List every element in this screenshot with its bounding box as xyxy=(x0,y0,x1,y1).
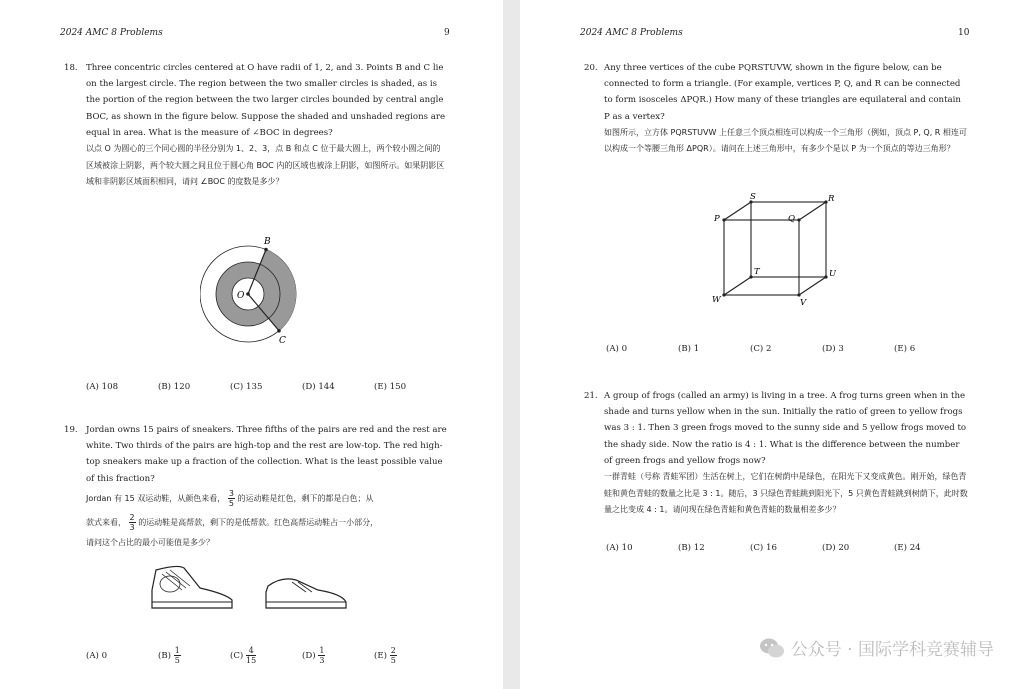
problem-19-chinese-line-2 xyxy=(86,511,448,535)
choice-b[interactable] xyxy=(158,646,230,665)
page-number: 10 xyxy=(958,28,970,38)
page-header: 2024 AMC 8 Problems xyxy=(580,28,683,38)
frac-denominator: 5 xyxy=(174,656,180,665)
cn-19-part-a: Jordan 有 15 双运动鞋，从颜色来看， xyxy=(86,493,226,503)
page-header: 2024 AMC 8 Problems xyxy=(60,28,163,38)
choice-c[interactable]: (C) 16 xyxy=(750,543,777,553)
cn-19-part-c: 款式来看， xyxy=(86,517,126,527)
problem-number-18: 18. xyxy=(64,63,78,73)
choice-a[interactable]: (A) 10 xyxy=(606,543,633,553)
problem-number-19: 19. xyxy=(64,425,78,435)
left-page xyxy=(0,0,503,689)
frac-denominator: 15 xyxy=(246,656,257,665)
fraction-c xyxy=(246,646,256,665)
cn-19-part-d: 的运动鞋是高帮款，剩下的是低帮款。红色高帮运动鞋占一小部分， xyxy=(138,517,379,527)
fraction-d xyxy=(318,646,325,665)
problem-19 xyxy=(86,422,448,551)
problem-21-english: A group of frogs (called an army) is living in a tree. A frog turns green when in the shade and turns yellow when in the sun. Initially the ratio of green to yellow frogs was 3 : 1. Then 3 green frogs moved to the sunny side and 5 yellow frogs moved to the shady side. Now the ratio is 4 : 1. What is the difference between the number of green frogs and yellow frogs now? xyxy=(604,391,967,466)
problem-18 xyxy=(86,60,448,191)
choice-d[interactable]: (D) 20 xyxy=(822,543,850,553)
cn-19-part-b: 的运动鞋是红色，剩下的都是白色；从 xyxy=(237,493,374,503)
label-s: S xyxy=(750,192,756,202)
frac-denominator: 3 xyxy=(319,656,325,665)
label-p: P xyxy=(714,214,720,224)
low-top-sneaker-icon xyxy=(262,572,352,612)
choice-e[interactable]: (E) 150 xyxy=(374,382,407,392)
choice-a[interactable]: (A) 0 xyxy=(86,650,108,661)
label-u: U xyxy=(829,269,836,279)
choice-b[interactable]: (B) 12 xyxy=(678,543,705,553)
point-b xyxy=(264,248,268,252)
point-c xyxy=(277,329,281,333)
choice-e-label: (E) xyxy=(374,651,387,661)
problem-number-21: 21. xyxy=(584,391,598,401)
problem-20-choices xyxy=(606,344,966,354)
label-o: O xyxy=(237,291,245,301)
frac-denominator: 3 xyxy=(129,522,135,532)
frac-denominator: 5 xyxy=(390,656,396,665)
choice-b-label: (B) xyxy=(158,651,172,661)
fraction-two-thirds xyxy=(129,513,136,532)
problem-19-english: Jordan owns 15 pairs of sneakers. Three fifths of the pairs are red and the rest are white. Two thirds of the pairs are high-top and the rest are low-top. The red high-top sneakers make up a fraction of the collection. What is the least possible value of this fraction? xyxy=(86,425,447,484)
label-v: V xyxy=(800,298,807,306)
choice-d[interactable]: (D) 3 xyxy=(822,344,844,354)
problem-18-chinese: 以点 O 为圆心的三个同心圆的半径分别为 1、2、3，点 B 和点 C 位于最大圆上，两个较小圆之间的区域被涂上阴影，两个较大圆之间且位于圆心角 BOC 内的区域也被涂上阴影，如图所示。如果阴影区域和非阴影区域面积相同，请问 ∠BOC 的度数是多少？ xyxy=(86,144,445,187)
watermark-text: 公众号 · 国际学科竞赛辅导 xyxy=(790,640,994,660)
concentric-circles-figure xyxy=(200,232,310,347)
problem-21-choices xyxy=(606,543,966,553)
choice-d[interactable] xyxy=(302,646,374,665)
label-q: Q xyxy=(788,214,795,224)
fraction-three-fifths xyxy=(228,489,235,508)
problem-19-chinese-line-1 xyxy=(86,487,448,511)
choice-c[interactable]: (C) 135 xyxy=(230,382,263,392)
problem-18-english: Three concentric circles centered at O have radii of 1, 2, and 3. Points B and C lie on the largest circle. The region between the two smaller circles is shaded, as is the portion of the region between the two larger circles bounded by central angle BOC, as shown in the figure below. Suppose the shaded and unshaded regions are equal in area. What is the measure of ∠BOC in degrees? xyxy=(86,63,446,138)
choice-a[interactable]: (A) 108 xyxy=(86,382,119,392)
right-page xyxy=(520,0,1024,689)
choice-c[interactable]: (C) 2 xyxy=(750,344,772,354)
frac-numerator: 4 xyxy=(246,646,256,656)
fraction-e xyxy=(390,646,397,665)
choice-d-label: (D) xyxy=(302,651,316,661)
choice-b[interactable]: (B) 120 xyxy=(158,382,191,392)
problem-19-choices xyxy=(86,646,446,665)
label-r: R xyxy=(828,194,835,204)
frac-numerator: 3 xyxy=(228,488,234,498)
problem-20 xyxy=(604,60,968,158)
choice-c-label: (C) xyxy=(230,651,244,661)
high-top-sneaker-icon xyxy=(148,560,238,612)
frac-numerator: 1 xyxy=(174,646,180,655)
frac-denominator: 5 xyxy=(228,498,234,508)
choice-e[interactable]: (E) 24 xyxy=(894,543,921,553)
page-number: 9 xyxy=(444,28,450,38)
choice-e[interactable] xyxy=(374,646,446,665)
fraction-b xyxy=(174,646,181,665)
frac-numerator: 2 xyxy=(129,512,135,522)
choice-b[interactable]: (B) 1 xyxy=(678,344,700,354)
problem-20-chinese: 如图所示，立方体 PQRSTUVW 上任意三个顶点相连可以构成一个三角形（例如，顶点 P, Q, R 相连可以构成一个等腰三角形 ΔPQR）。请问在上述三角形中，有多少个是以 P 为一个顶点的等边三角形？ xyxy=(604,127,967,154)
choice-a[interactable]: (A) 0 xyxy=(606,344,628,354)
wechat-icon xyxy=(759,637,785,659)
label-b: B xyxy=(264,237,271,247)
choice-e[interactable]: (E) 6 xyxy=(894,344,916,354)
problem-19-chinese-line-3: 请问这个占比的最小可能值是多少？ xyxy=(86,537,214,547)
center-point xyxy=(246,292,250,296)
choice-d[interactable]: (D) 144 xyxy=(302,382,335,392)
problem-21 xyxy=(604,388,968,519)
watermark xyxy=(759,635,994,660)
cube-figure xyxy=(706,190,836,306)
frac-numerator: 2 xyxy=(390,646,396,655)
problem-21-chinese: 一群青蛙（号称 青蛙军团）生活在树上，它们在树荫中是绿色，在阳光下又变成黄色。刚开始，绿色青蛙和黄色青蛙的数量之比是 3 : 1。随后，3 只绿色青蛙跳到阳光下，5 只黄色青蛙跳到树荫下，此时数量之比变成 4 : 1。请问现在绿色青蛙和黄色青蛙的数量相差多少？ xyxy=(604,472,968,515)
problem-18-choices xyxy=(86,382,446,392)
choice-c[interactable] xyxy=(230,646,302,665)
label-c: C xyxy=(279,336,286,346)
problem-number-20: 20. xyxy=(584,63,598,73)
label-w: W xyxy=(712,295,721,305)
label-t: T xyxy=(754,267,760,277)
problem-20-english: Any three vertices of the cube PQRSTUVW, shown in the figure below, can be connected to form a triangle. (For example, vertices P, Q, and R can be connected to form isosceles ΔPQR.) How many of these triangles are equilateral and contain P as a vertex? xyxy=(604,63,961,122)
cube-front-face xyxy=(724,220,799,295)
frac-numerator: 1 xyxy=(319,646,325,655)
